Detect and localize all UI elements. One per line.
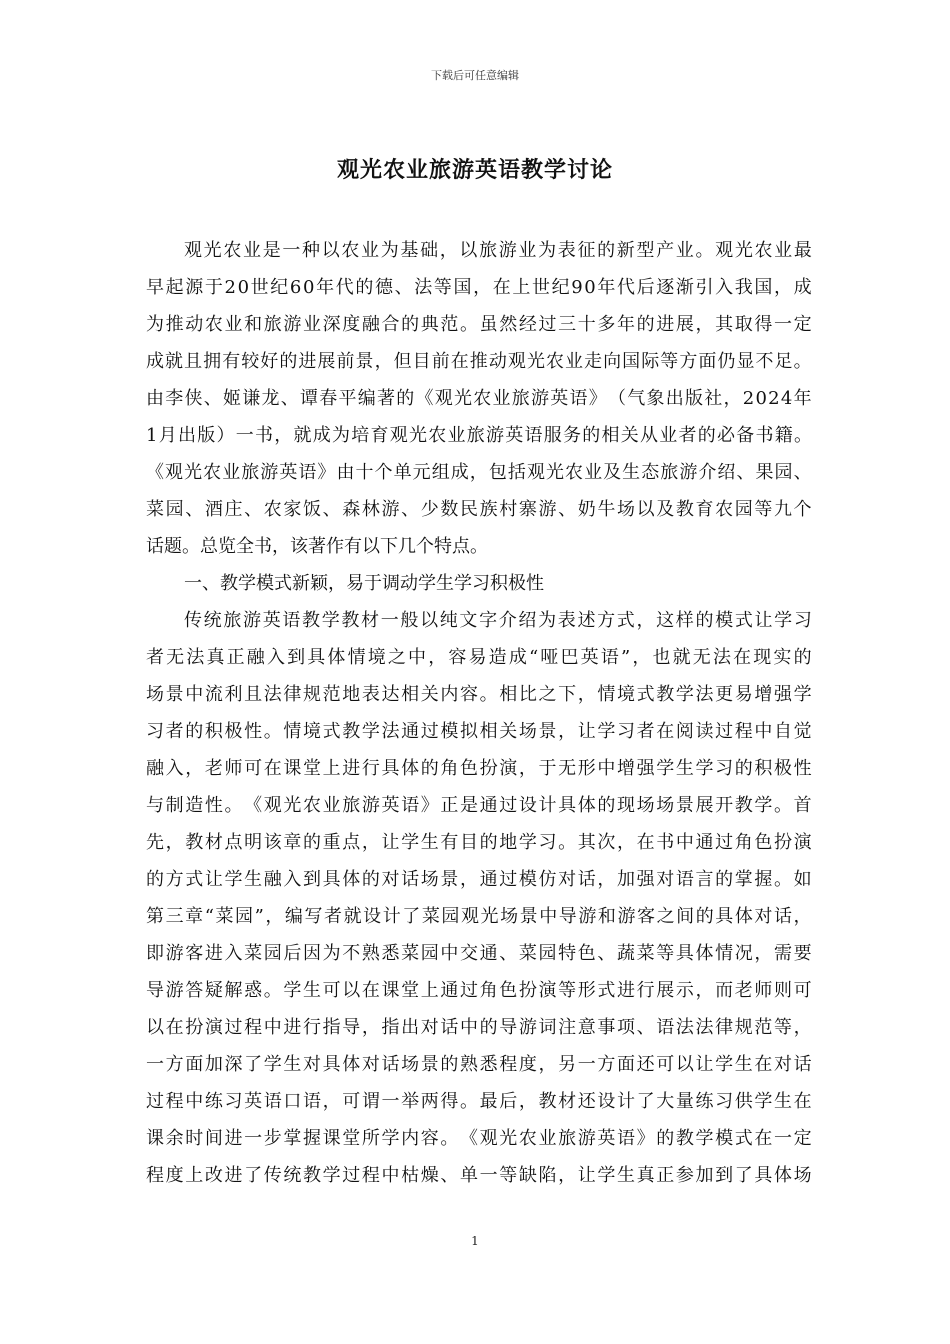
text-line: 早 起 源 于 2 0 世 纪 6 0 年 代 的 德 、 法 等 国 ， 在 上 世 纪 9 0 年 代 后 逐 渐 引 入 我 国 ， 成: [146, 277, 812, 298]
page-number: 1: [471, 1234, 479, 1248]
text-line: 与 制 造 性 。 《 观 光 农 业 旅 游 英 语 》 正 是 通 过 设 计 具 体 的 现 场 场 景 展 开 教 学 。 首: [146, 795, 812, 816]
text-line: 菜 园 、 酒 庄 、 农 家 饭 、 森 林 游 、 少 数 民 族 村 寨 游 、 奶 牛 场 以 及 教 育 农 园 等 九 个: [146, 499, 812, 520]
text-line: 成 就 且 拥 有 较 好 的 进 展 前 景 ， 但 目 前 在 推 动 观 光 农 业 走 向 国 际 等 方 面 仍 显 不 足 。: [146, 351, 812, 372]
text-line: 先 ， 教 材 点 明 该 章 的 重 点 ， 让 学 生 有 目 的 地 学 习 。 其 次 ， 在 书 中 通 过 角 色 扮 演: [146, 832, 812, 853]
text-line: 为 推 动 农 业 和 旅 游 业 深 度 融 合 的 典 范 。 虽 然 经 过 三 十 多 年 的 进 展 ， 其 取 得 一 定: [146, 314, 812, 335]
text-line: 习 者 的 积 极 性 。 情 境 式 教 学 法 通 过 模 拟 相 关 场 景 ， 让 学 习 者 在 阅 读 过 程 中 自 觉: [146, 721, 812, 742]
text-line: 一 方 面 加 深 了 学 生 对 具 体 对 话 场 景 的 熟 悉 程 度 ， 另 一 方 面 还 可 以 让 学 生 在 对 话: [146, 1054, 812, 1075]
header-note: 下载后可任意编辑: [431, 69, 519, 82]
text-line: 由 李 侠 、 姬 谦 龙 、 谭 春 平 编 著 的 《 观 光 农 业 旅 游 英 语 》 （ 气 象 出 版 社 ， 2 0 2 4 年: [146, 388, 812, 409]
text-line: 观 光 农 业 是 一 种 以 农 业 为 基 础 ， 以 旅 游 业 为 表 征 的 新 型 产 业 。 观 光 农 业 最: [184, 240, 812, 261]
text-line: 过 程 中 练 习 英 语 口 语 ， 可 谓 一 举 两 得 。 最 后 ， 教 材 还 设 计 了 大 量 练 习 供 学 生 在: [146, 1091, 812, 1112]
section-heading: 一、教学模式新颖，易于调动学生学习积极性: [184, 573, 544, 594]
text-line: 以 在 扮 演 过 程 中 进 行 指 导 ， 指 出 对 话 中 的 导 游 词 注 意 事 项 、 语 法 法 律 规 范 等 ，: [146, 1017, 812, 1038]
text-line: 《 观 光 农 业 旅 游 英 语 》 由 十 个 单 元 组 成 ， 包 括 观 光 农 业 及 生 态 旅 游 介 绍 、 果 园 、: [146, 462, 812, 483]
text-line: 话题。总览全书，该著作有以下几个特点。: [146, 536, 488, 557]
text-line: 1 月 出 版 ） 一 书 ， 就 成 为 培 育 观 光 农 业 旅 游 英 语 服 务 的 相 关 从 业 者 的 必 备 书 籍 。: [146, 425, 812, 446]
document-title: 观光农业旅游英语教学讨论: [336, 157, 613, 183]
text-line: 程 度 上 改 进 了 传 统 教 学 过 程 中 枯 燥 、 单 一 等 缺 陷 ， 让 学 生 真 正 参 加 到 了 具 体 场: [146, 1165, 812, 1186]
text-line: 者 无 法 真 正 融 入 到 具 体 情 境 之 中 ， 容 易 造 成 “ 哑 巴 英 语 ” ， 也 就 无 法 在 现 实 的: [146, 647, 812, 668]
text-line: 导 游 答 疑 解 惑 。 学 生 可 以 在 课 堂 上 通 过 角 色 扮 演 等 形 式 进 行 展 示 ， 而 老 师 则 可: [146, 980, 812, 1001]
text-line: 即 游 客 进 入 菜 园 后 因 为 不 熟 悉 菜 园 中 交 通 、 菜 园 特 色 、 蔬 菜 等 具 体 情 况 ， 需 要: [146, 943, 812, 964]
text-line: 传 统 旅 游 英 语 教 学 教 材 一 般 以 纯 文 字 介 绍 为 表 述 方 式 ， 这 样 的 模 式 让 学 习: [184, 610, 812, 631]
text-line: 融 入 ， 老 师 可 在 课 堂 上 进 行 具 体 的 角 色 扮 演 ， 于 无 形 中 增 强 学 生 学 习 的 积 极 性: [146, 758, 812, 779]
text-line: 第 三 章 “ 菜 园 ” ， 编 写 者 就 设 计 了 菜 园 观 光 场 景 中 导 游 和 游 客 之 间 的 具 体 对 话 ，: [146, 906, 812, 927]
text-line: 课 余 时 间 进 一 步 掌 握 课 堂 所 学 内 容 。 《 观 光 农 业 旅 游 英 语 》 的 教 学 模 式 在 一 定: [146, 1128, 812, 1149]
document-body: [146, 232, 812, 1194]
text-line: 场 景 中 流 利 且 法 律 规 范 地 表 达 相 关 内 容 。 相 比 之 下 ， 情 境 式 教 学 法 更 易 增 强 学: [146, 684, 812, 705]
text-line: 的 方 式 让 学 生 融 入 到 具 体 的 对 话 场 景 ， 通 过 模 仿 对 话 ， 加 强 对 语 言 的 掌 握 。 如: [146, 869, 812, 890]
